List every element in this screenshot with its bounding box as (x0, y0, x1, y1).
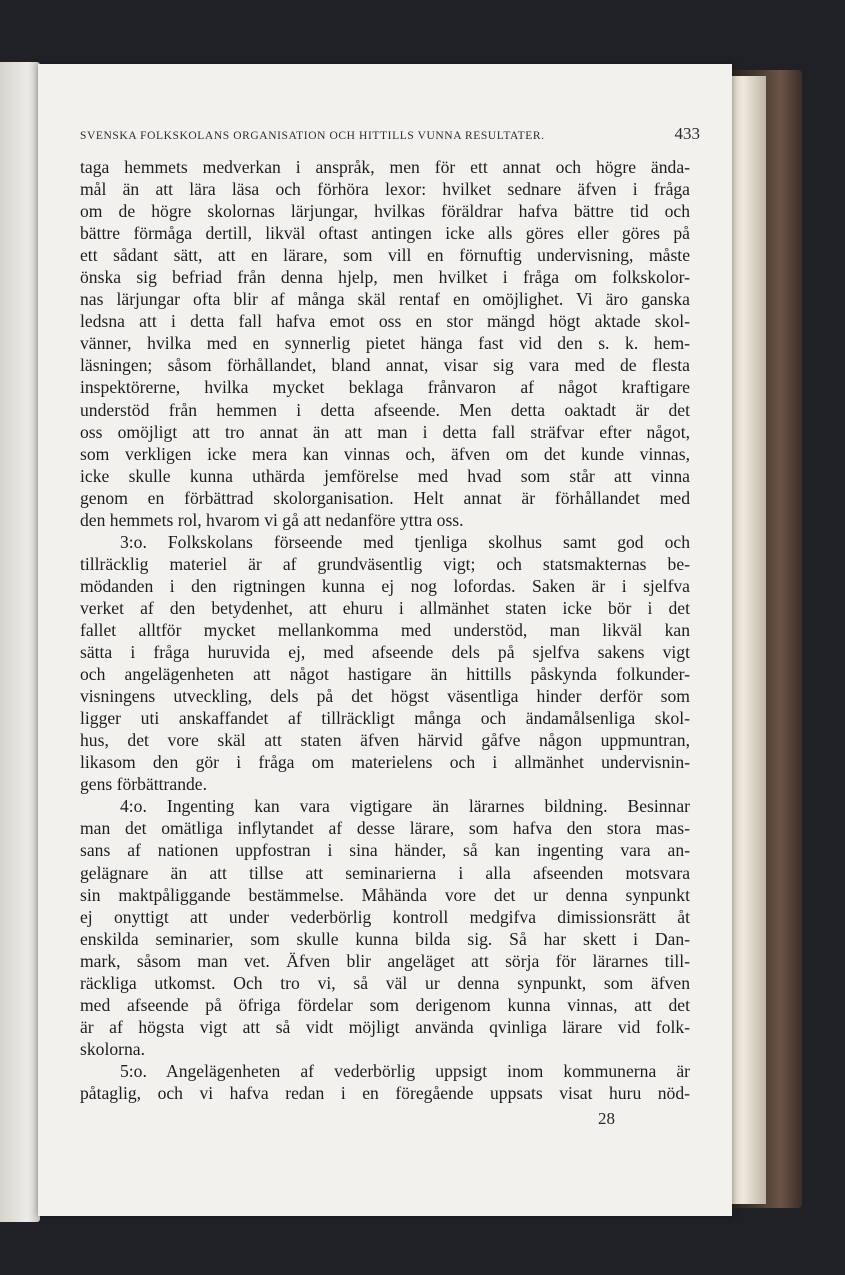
book-page (38, 64, 732, 1216)
text-line: den hemmets rol, hvarom vi gå att nedanföre yttra oss. (80, 509, 464, 530)
text-line: oss omöjligt att tro annat än att man i detta fall sträfvar efter något, (80, 421, 690, 442)
text-line: gens förbättrande. (80, 774, 208, 795)
page-number: 433 (674, 124, 700, 143)
text-line: likasom den gör i fråga om materielens och i allmänhet undervisnin- (80, 752, 690, 773)
text-line: nas lärjungar ofta blir af många skäl rentaf en omöjlighet. Vi äro ganska (80, 289, 690, 310)
text-line: tillräcklig materiel är af grundväsentlig vigt; och statsmakternas be- (80, 553, 690, 574)
text-line: ett sådant sätt, att en lärare, som vill en förnuftig undervisning, måste (80, 245, 690, 266)
text-line: gelägnare än att tillse att seminarierna i alla afseenden motsvara (80, 862, 690, 883)
text-line: mark, såsom man vet. Äfven blir angeläget att sörja för lärarnes till- (80, 950, 690, 971)
text-line: visningens utveckling, dels på det högst väsentliga hinder derför som (80, 686, 690, 707)
running-title: SVENSKA FOLKSKOLANS ORGANISATION OCH HITTILLS VUNNA RESULTATER. (80, 130, 545, 142)
text-line: understöd från hemmen i detta afseende. Men detta oaktadt är det (80, 399, 690, 420)
text-line: 3:o. Folkskolans förseende med tjenliga skolhus samt god och (120, 531, 690, 552)
signature-mark: 28 (598, 1109, 615, 1128)
text-line: 4:o. Ingenting kan vara vigtigare än lärarnes bildning. Besinnar (120, 796, 690, 817)
text-line: skolorna. (80, 1038, 145, 1059)
text-line: taga hemmets medverkan i anspråk, men för ett annat och högre ända- (80, 157, 690, 177)
text-line: om de högre skolornas lärjungar, hvilkas föräldrar hafva bättre tid och (80, 201, 690, 222)
text-line: inspektörerne, hvilka mycket beklaga frånvaron af något kraftigare (80, 377, 690, 398)
text-line: med afseende på öfriga fördelar som derigenom kunna vinnas, att det (80, 994, 690, 1015)
text-line: som verkligen icke mera kan vinnas och, äfven om det kunde vinnas, (80, 443, 690, 464)
text-line: mödanden i den rigtningen kunna ej nog lofordas. Saken är i sjelfva (80, 575, 690, 596)
body-text (80, 156, 690, 1104)
text-line: icke skulle kunna uthärda jemförelse med hvad som står att vinna (80, 465, 690, 486)
text-line: sans af nationen uppfostran i sina händer, så kan ingenting vara an- (80, 840, 690, 861)
text-line: mål än att lära läsa och förhöra lexor: hvilket sednare äfven i fråga (80, 179, 690, 200)
text-line: påtaglig, och vi hafva redan i en föregående uppsats visat huru nöd- (80, 1082, 690, 1103)
text-line: vänner, hvilka med en synnerlig pietet hänga fast vid den s. k. hem- (80, 333, 690, 354)
page-block-edge (728, 76, 766, 1204)
text-line: ligger uti anskaffandet af tillräckligt många och ändamålsenliga skol- (80, 708, 690, 729)
text-line: ledsna att i detta fall hafva emot oss en stor mängd högt aktade skol- (80, 311, 690, 332)
text-line: ej onyttigt att under vederbörlig kontroll medgifva dimissionsrätt åt (80, 906, 690, 927)
text-line: genom en förbättrad skolorganisation. Helt annat är förhållandet med (80, 487, 690, 508)
text-line: och angelägenheten att något hastigare än hittills påskynda folkunder- (80, 664, 690, 685)
text-line: sin maktpåliggande bestämmelse. Måhända vore det ur denna synpunkt (80, 884, 690, 905)
text-line: sätta i fråga huruvida ej, med afseende dels på sjelfva sakens vigt (80, 642, 690, 663)
text-line: önska sig befriad från denna hjelp, men hvilket i fråga om folkskolor- (80, 267, 690, 288)
text-line: bättre förmåga dertill, likväl oftast antingen icke alls göres eller göres på (80, 223, 690, 244)
text-line: räckliga utkomst. Och tro vi, så väl ur denna synpunkt, som äfven (80, 972, 690, 993)
text-line: verket af den betydenhet, att ehuru i allmänhet staten icke bör i det (80, 597, 690, 618)
text-line: är af högsta vigt att så vidt möjligt använda qvinliga lärare vid folk- (80, 1016, 690, 1037)
text-line: hus, det vore skäl att staten äfven härvid gåfve någon uppmuntran, (80, 730, 690, 751)
text-line: läsningen; såsom förhållandet, bland annat, visar sig vara med de flesta (80, 355, 690, 376)
left-page-edge (0, 62, 40, 1222)
text-line: man det omätliga inflytandet af desse lärare, som hafva den stora mas- (80, 818, 690, 839)
running-header (80, 124, 700, 144)
text-line: 5:o. Angelägenheten af vederbörlig uppsigt inom kommunerna är (120, 1060, 690, 1081)
text-line: enskilda seminarier, som skulle kunna bilda sig. Så har skett i Dan- (80, 928, 690, 949)
text-line: fallet alltför mycket mellankomma med understöd, man likväl kan (80, 619, 690, 640)
